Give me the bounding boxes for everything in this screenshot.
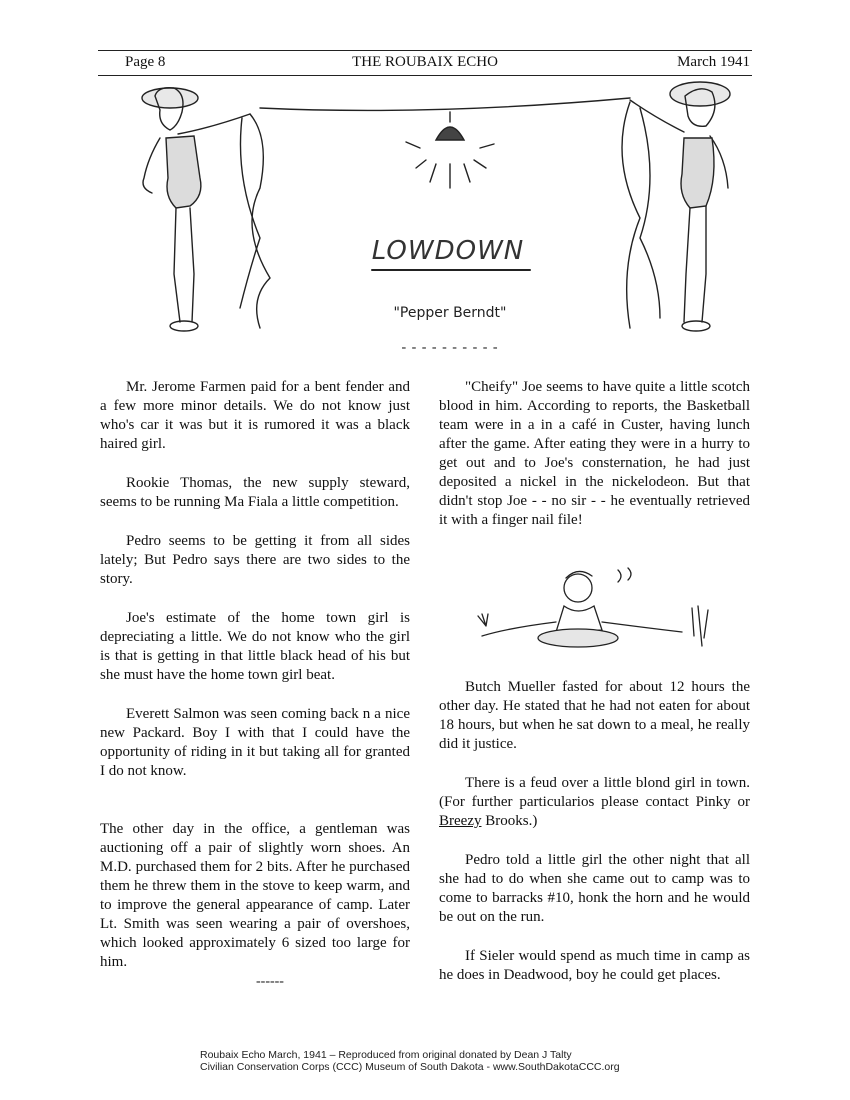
left-figure-drawing [142,88,270,331]
paragraph: The other day in the office, a gentleman was auctioning off a pair of slightly worn shoes. An M.D. purchased them for 2 bits. After he purchased them he threw them in the stove to keep warm, and to improve the general appearance of camp. Later Lt. Smith was seen wearing a pair of overshoes, which looked approximately 6 sized too large for him. [100,821,410,970]
right-column-top [439,378,750,550]
title-divider: - - - - - - - - - - [401,340,499,355]
paragraph: There is a feud over a little blond girl in town. (For further particularios please contact Pinky or Breezy Brooks.) [439,775,750,829]
lowdown-illustration [100,78,750,340]
paragraph: Mr. Jerome Farmen paid for a bent fender and a few more minor details. We do not know just who's car it was but it is rumored it was a black haired girl. [100,379,410,452]
footer-line: Civilian Conservation Corps (CCC) Museum of South Dakota - www.SouthDakotaCCC.org [200,1061,620,1073]
right-column-bottom [439,678,750,1005]
page-footer [200,1049,620,1073]
column-heading: LOWDOWN [371,236,525,266]
paragraph: "Cheify" Joe seems to have quite a little scotch blood in him. According to reports, the Basketball team were in a in a café in Custer, having lunch after the game. After eating they were in a hurry to get out and to Joe's consternation, he had just deposited a nickel in the nickelodeon. But that didn't stop Joe - - no sir - - he eventually retrieved it with a finger nail file! [439,379,750,528]
paragraph: Pedro told a little girl the other night that all she had to do when she came out to camp was to come to barracks #10, honk the horn and he would be out on the run. [439,852,750,925]
paragraph: Pedro seems to be getting it from all sides lately; But Pedro says there are two sides to the story. [100,533,410,587]
byline: "Pepper Berndt" [393,305,507,321]
paragraph: Rookie Thomas, the new supply steward, seems to be running Ma Fiala a little competition. [100,475,410,510]
paragraph: Joe's estimate of the home town girl is depreciating a little. We do not know who the girl is that is getting in that little black head of his but she must have the home town girl beat. [100,610,410,683]
right-figure-drawing [622,82,730,331]
publication-title: THE ROUBAIX ECHO [352,54,498,70]
page-header [98,50,752,76]
hanging-lamp-icon [406,112,494,188]
issue-date: March 1941 [677,54,750,70]
footer-line: Roubaix Echo March, 1941 – Reproduced from original donated by Dean J Talty [200,1049,572,1061]
paragraph: If Sieler would spend as much time in camp as he does in Deadwood, boy he could get places. [439,948,750,983]
underlined-name: Breezy [439,813,482,829]
paragraph: Everett Salmon was seen coming back n a nice new Packard. Boy I with that I could have the opportunity of riding in it but taking all for granted I do not know. [100,706,410,779]
left-column [100,378,410,991]
section-separator: ------ [256,974,284,989]
paragraph: Butch Mueller fasted for about 12 hours the other day. He stated that he had not eaten for about 18 hours, but when he sat down to a meal, he really did it justice. [439,679,750,752]
diner-illustration [468,566,728,676]
page-number: Page 8 [125,54,166,70]
